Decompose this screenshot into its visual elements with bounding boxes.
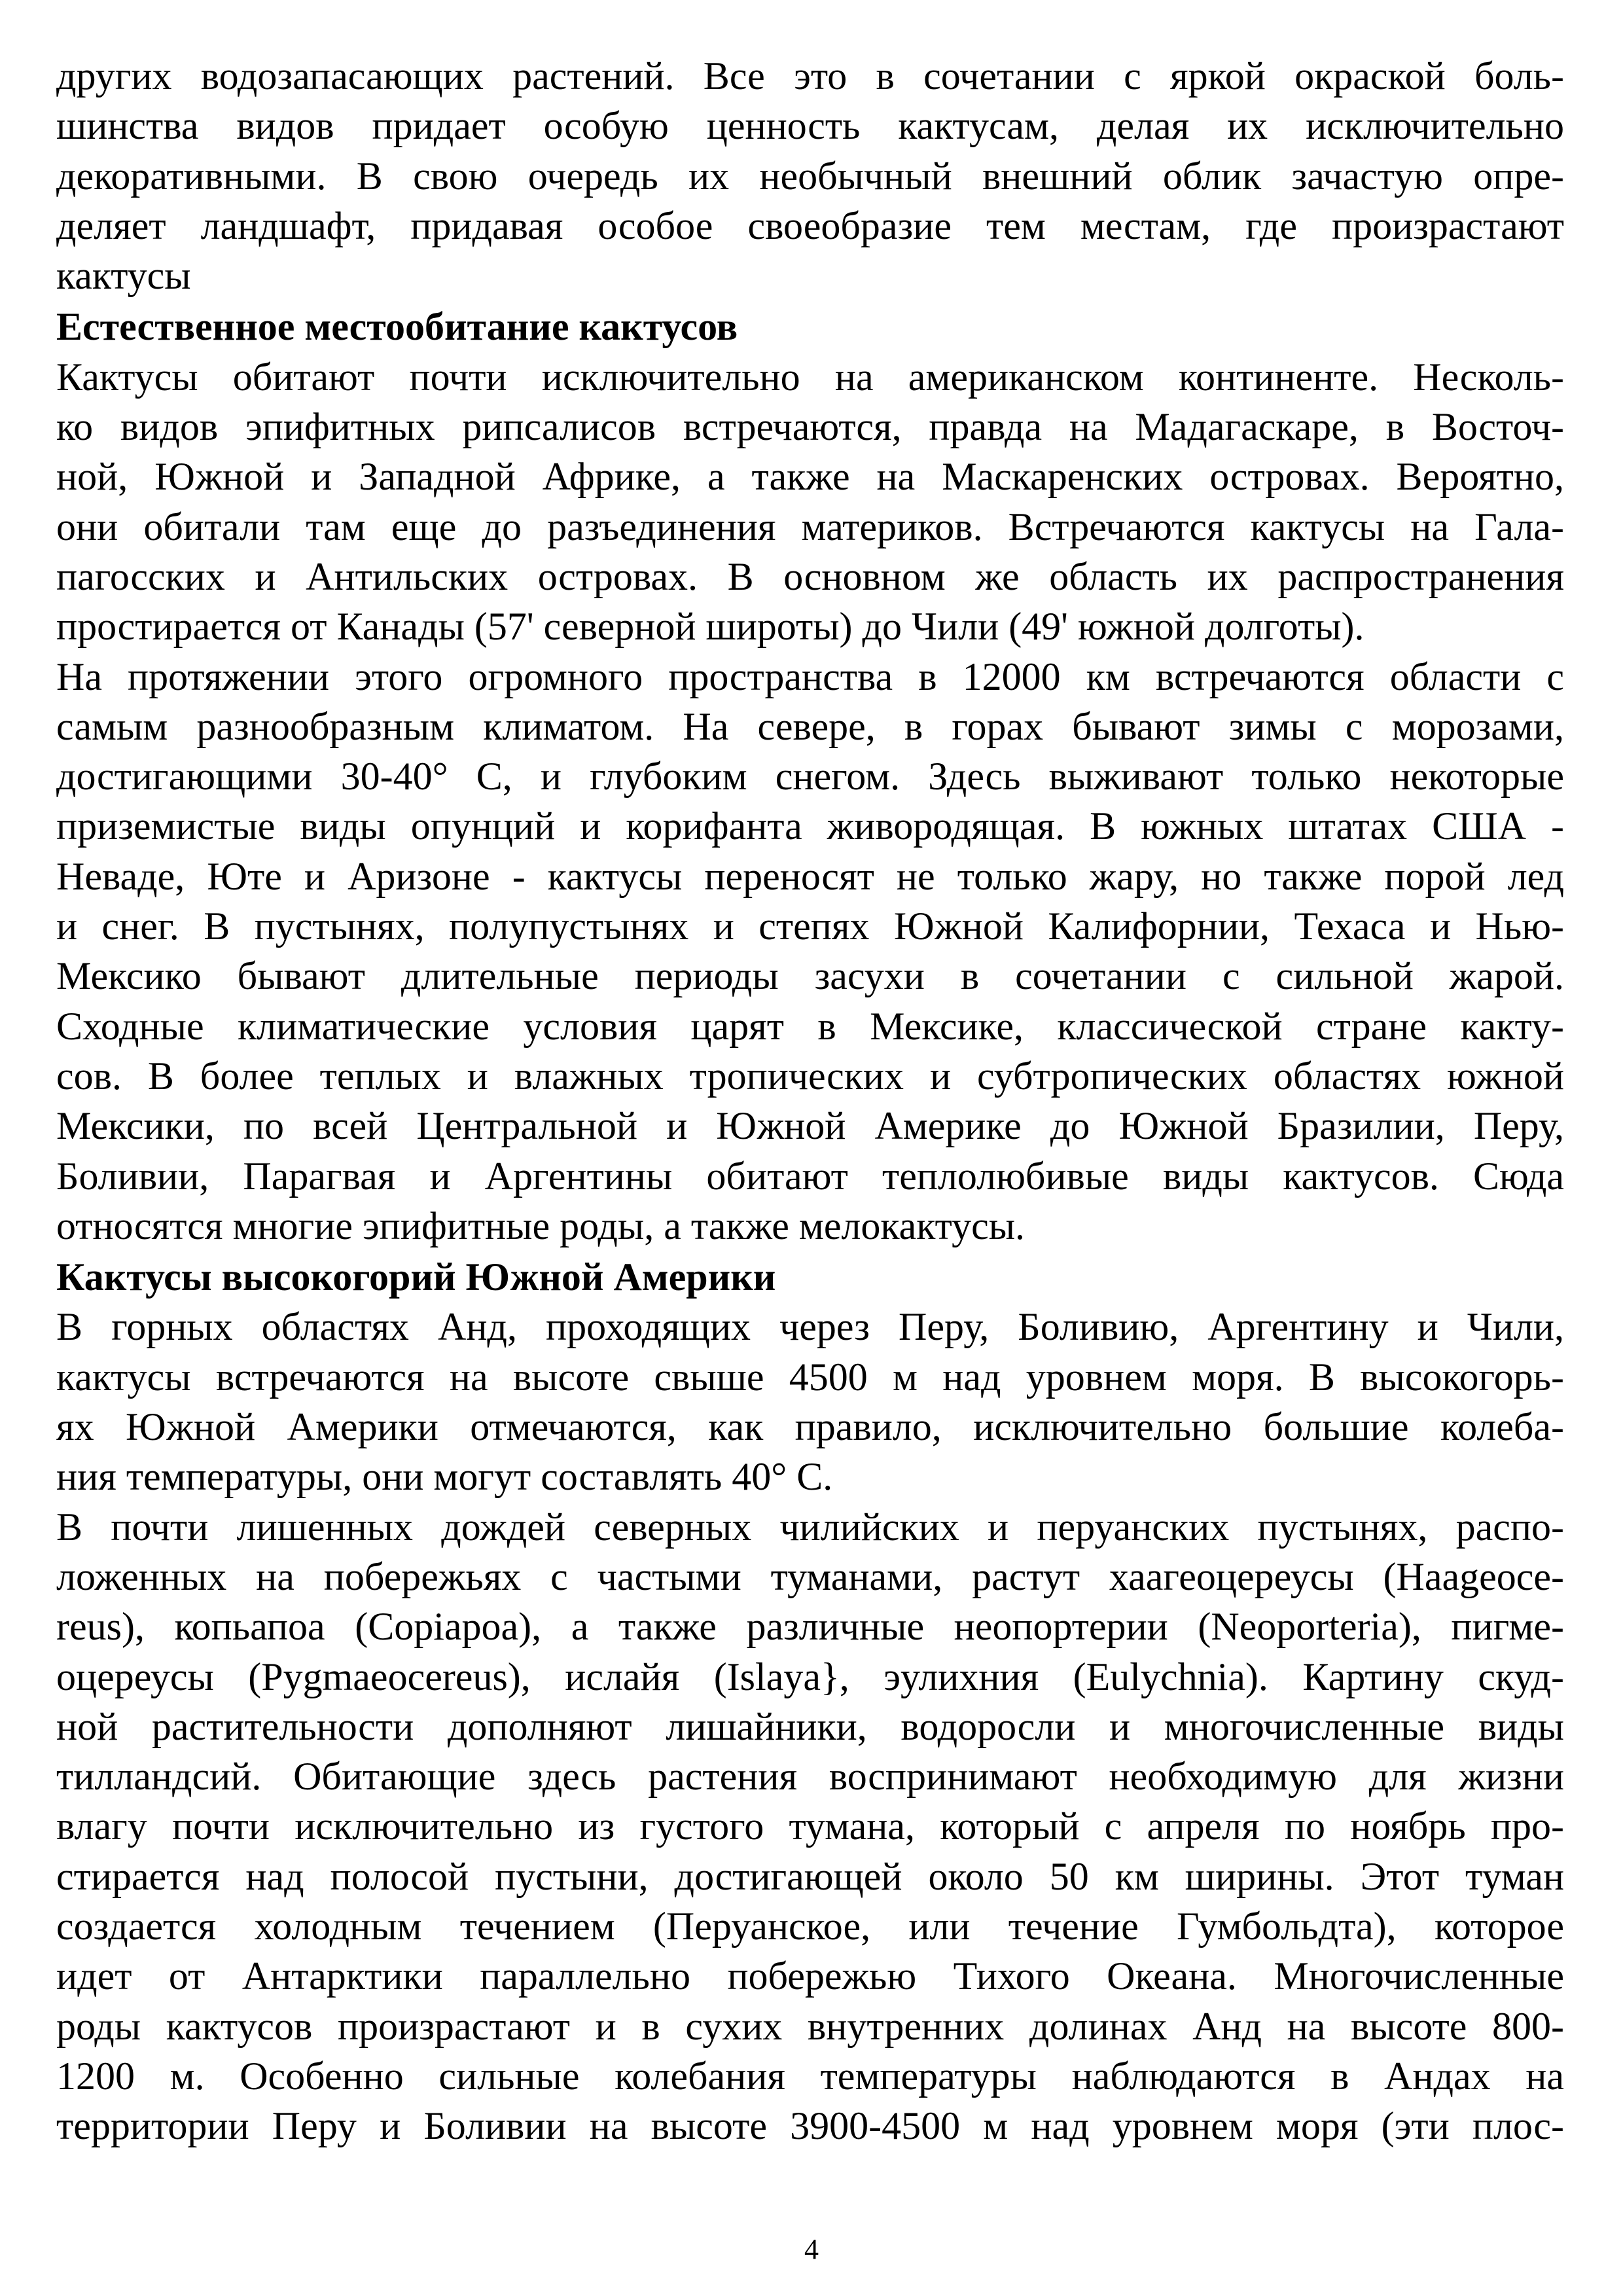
text-line: кактусы [56,254,191,298]
text-line: Сходные климатические условия царят в Мексике, классической стране какту- [56,1004,1564,1048]
section-heading: Кактусы высокогорий Южной Америки [56,1255,776,1299]
text-line: ложенных на побережьях с частыми туманами, растут хаагеоцереусы (Haageoce- [56,1554,1564,1598]
text-line: На протяжении этого огромного пространства в 12000 км встречаются области с [56,655,1564,698]
text-line: стирается над полосой пустыни, достигающей около 50 км ширины. Этот туман [56,1854,1564,1898]
text-line: reus), копьапоа (Copiapoa), а также различные неопортерии (Neoporteria), пигме- [56,1605,1564,1649]
text-line: В почти лишенных дождей северных чилийских и перуанских пустынях, распо- [56,1505,1564,1549]
text-line: В горных областях Анд, проходящих через Перу, Боливию, Аргентину и Чили, [56,1305,1564,1349]
text-line: Мексики, по всей Центральной и Южной Америке до Южной Бразилии, Перу, [56,1104,1564,1148]
text-line: кактусы встречаются на высоте свыше 4500 м над уровнем моря. В высокогорь- [56,1355,1564,1399]
text-line: деляет ландшафт, придавая особое своеобразие тем местам, где произрастают [56,204,1564,247]
text-line: территории Перу и Боливии на высоте 3900-4500 м над уровнем моря (эти плос- [56,2104,1564,2148]
paragraph [56,1302,1564,1501]
text-line: Кактусы обитают почти исключительно на американском континенте. Несколь- [56,355,1564,399]
text-line: Боливии, Парагвая и Аргентины обитают теплолюбивые виды кактусов. Сюда [56,1154,1564,1198]
text-line: ях Южной Америки отмечаются, как правило, исключительно большие колеба- [56,1405,1564,1449]
text-line: роды кактусов произрастают и в сухих внутренних долинах Анд на высоте 800- [56,2004,1564,2048]
text-line: Мексико бывают длительные периоды засухи в сочетании с сильной жарой. [56,954,1564,998]
text-line: сов. В более теплых и влажных тропических и субтропических областях южной [56,1054,1564,1098]
text-line: самым разнообразным климатом. На севере, в горах бывают зимы с морозами, [56,704,1564,748]
text-line: ной, Южной и Западной Африке, а также на Маскаренских островах. Вероятно, [56,455,1564,499]
text-line: ко видов эпифитных рипсалисов встречаются, правда на Мадагаскаре, в Восточ- [56,405,1564,449]
text-line: простирается от Канады (57' северной широты) до Чили (49' южной долготы). [56,605,1364,649]
text-line: пагосских и Антильских островах. В основном же область их распространения [56,554,1564,598]
text-line: ния температуры, они могут составлять 40° С. [56,1455,833,1499]
text-line: приземистые виды опунций и корифанта живородящая. В южных штатах США - [56,804,1564,848]
text-line: идет от Антарктики параллельно побережью Тихого Океана. Многочисленные [56,1954,1564,1998]
section-heading: Естественное местообитание кактусов [56,305,738,349]
text-line: влагу почти исключительно из густого тумана, который с апреля по ноябрь про- [56,1804,1564,1848]
text-line: декоративными. В свою очередь их необычный внешний облик зачастую опре- [56,154,1564,198]
text-line: относятся многие эпифитные роды, а также мелокактусы. [56,1204,1026,1247]
text-line: 1200 м. Особенно сильные колебания температуры наблюдаются в Андах на [56,2054,1564,2098]
paragraph [56,652,1564,1251]
text-line: Неваде, Юте и Аризоне - кактусы переносят не только жару, но также порой лед [56,854,1564,898]
text-line: они обитали там еще до разъединения материков. Встречаются кактусы на Гала- [56,505,1564,548]
paragraph [56,352,1564,652]
text-line: оцереусы (Pygmaeocereus), ислайя (Islaya}, эулихния (Eulychnia). Картину скуд- [56,1655,1564,1698]
page-number: 4 [804,2233,819,2265]
text-line: ной растительности дополняют лишайники, водоросли и многочисленные виды [56,1704,1564,1748]
text-line: создается холодным течением (Перуанское, или течение Гумбольдта), которое [56,1904,1564,1948]
paragraph [56,51,1564,300]
text-line: шинства видов придает особую ценность кактусам, делая их исключительно [56,104,1564,148]
text-line: и снег. В пустынях, полупустынях и степях Южной Калифорнии, Техаса и Нью- [56,905,1564,948]
text-line: тилландсий. Обитающие здесь растения воспринимают необходимую для жизни [56,1755,1564,1799]
text-line: достигающими 30-40° С, и глубоким снегом. Здесь выживают только некоторые [56,755,1564,798]
text-column [56,51,1564,2151]
text-line: других водозапасающих растений. Все это в сочетании с яркой окраской боль- [56,54,1564,98]
paragraph [56,1502,1564,2151]
